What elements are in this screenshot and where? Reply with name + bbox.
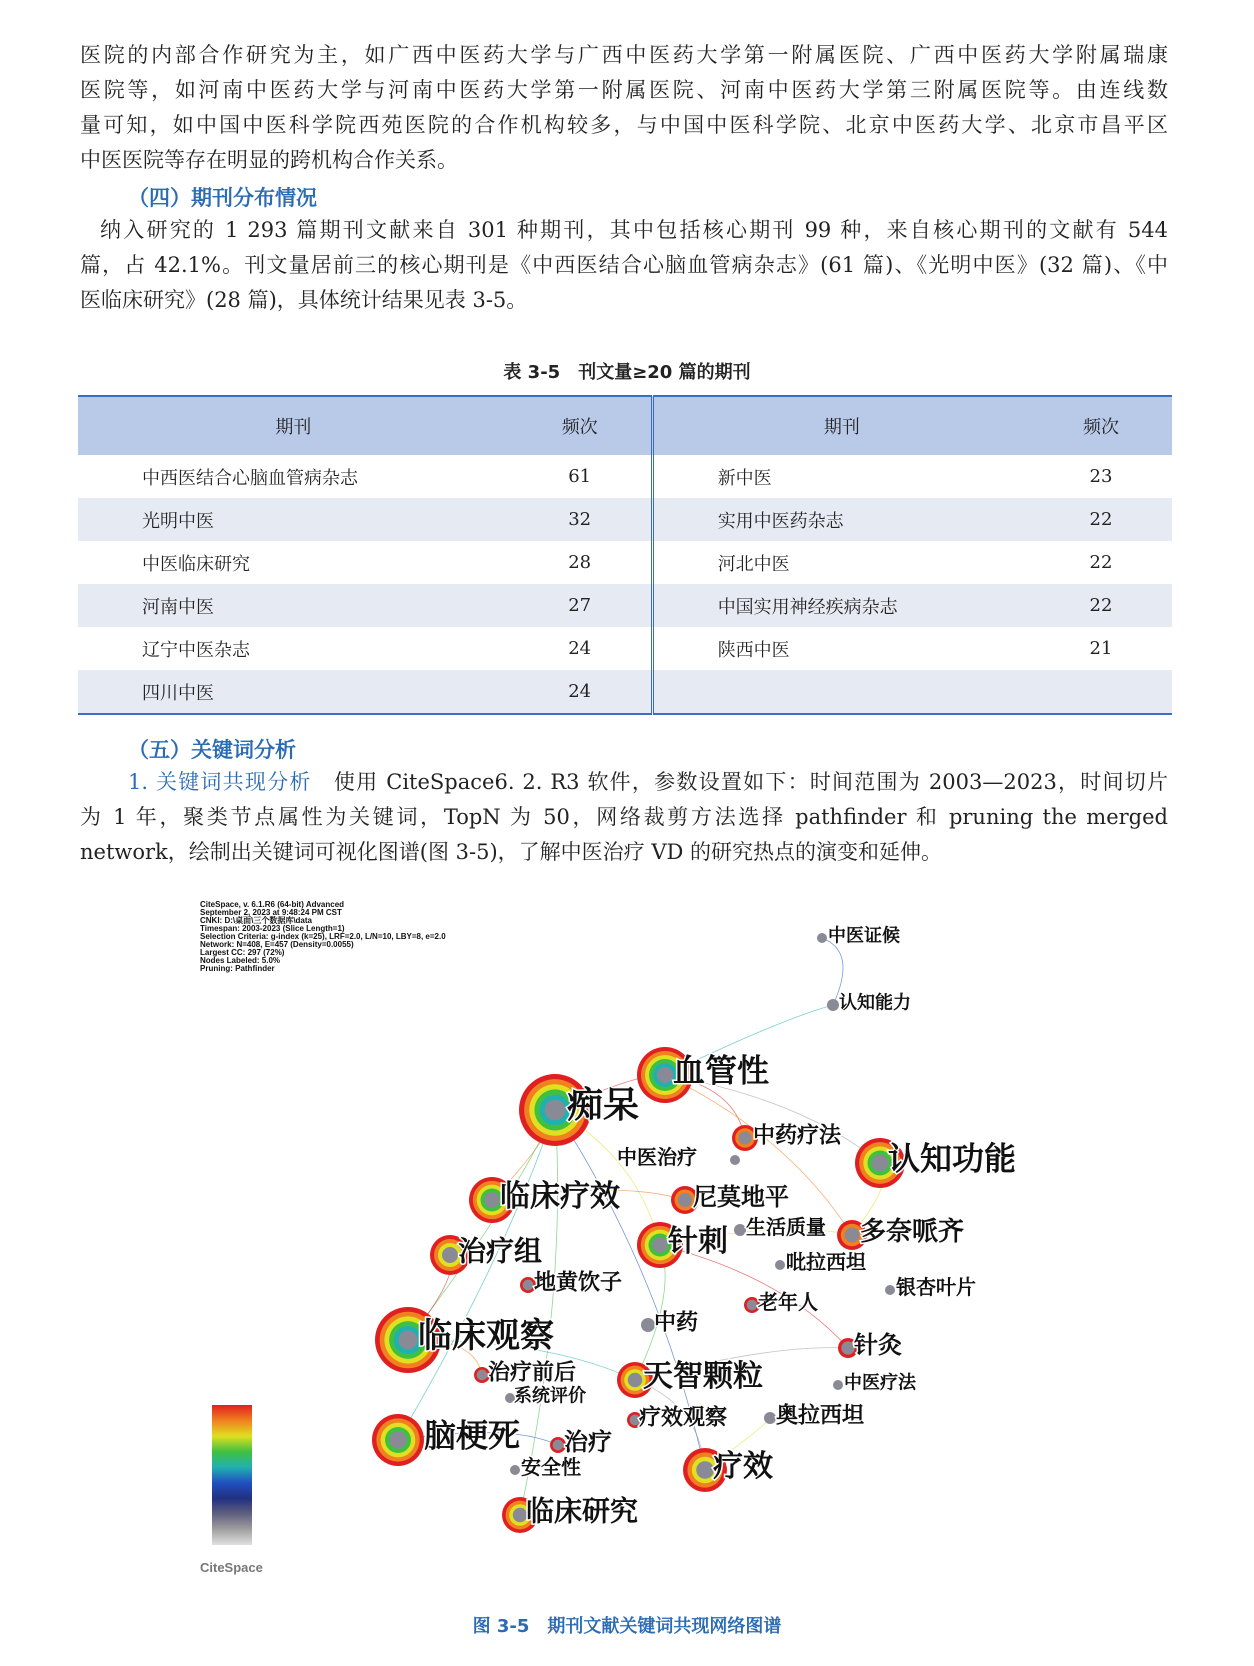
keyword-node: [550, 1427, 612, 1456]
keyword-label: 针刺: [668, 1224, 728, 1259]
node-ring: [764, 1412, 776, 1424]
col-header: 期刊: [78, 396, 509, 455]
node-ring: [484, 1192, 499, 1207]
keyword-label: 认知功能: [888, 1139, 1017, 1178]
frequency-cell: 22: [1030, 584, 1172, 627]
paragraph-line: network，绘制出关键词可视化图谱(图 3-5)，了解中医治疗 VD 的研究热点的演变和延伸。: [80, 840, 943, 864]
keyword-label: 中医证候: [828, 925, 900, 947]
info-line: Largest CC: 297 (72%): [200, 948, 285, 957]
info-line: Nodes Labeled: 5.0%: [200, 956, 281, 965]
node-ring: [628, 1373, 642, 1387]
keyword-node: [510, 1455, 581, 1479]
node-ring: [641, 1318, 655, 1332]
keyword-node: [744, 1290, 818, 1314]
keyword-node: [734, 1215, 826, 1239]
keyword-label: 中医疗法: [844, 1372, 916, 1394]
journal-cell: 实用中医药杂志: [652, 498, 1030, 541]
keyword-label: 吡拉西坦: [786, 1250, 866, 1274]
keyword-node: [683, 1448, 773, 1492]
info-line: Pruning: Pathfinder: [200, 964, 275, 973]
keyword-label: 血管性: [673, 1051, 770, 1090]
journal-cell: 新中医: [652, 455, 1030, 498]
frequency-cell: 24: [509, 670, 653, 714]
keyword-label: 天智颗粒: [643, 1359, 763, 1394]
col-header: 频次: [1030, 396, 1172, 455]
keyword-node: [732, 1122, 842, 1151]
node-ring: [730, 1155, 740, 1165]
node-ring: [545, 1100, 566, 1121]
keyword-label: 多奈哌齐: [860, 1217, 965, 1248]
keyword-label: 治疗组: [458, 1234, 543, 1268]
keyword-label: 中药: [654, 1309, 699, 1336]
keyword-node: [837, 1216, 964, 1250]
frequency-cell: 22: [1089, 552, 1113, 573]
network-link: [408, 1110, 555, 1340]
keyword-label: 银杏叶片: [896, 1275, 976, 1299]
node-ring: [845, 1228, 860, 1243]
keyword-label: 治疗前后: [488, 1359, 577, 1386]
paragraph-line: 医院的内部合作研究为主，如广西中医药大学与广西中医药大学第一附属医院、广西中医药大学附属瑞康: [80, 43, 1168, 67]
journal-cell: 光明中医: [78, 498, 509, 541]
frequency-cell: 21: [1089, 638, 1113, 659]
keyword-node: [637, 1222, 728, 1268]
node-ring: [872, 1155, 889, 1172]
node-ring: [827, 999, 839, 1011]
keyword-label: 疗效: [713, 1449, 773, 1484]
node-ring: [477, 1370, 488, 1381]
node-ring: [833, 1380, 843, 1390]
node-ring: [885, 1285, 895, 1295]
keyword-label: 中医治疗: [617, 1145, 697, 1169]
info-line: Selection Criteria: g-index (k=25), LRF=2.0, L/N=10, LBY=8, e=2.0: [200, 932, 446, 941]
node-ring: [652, 1237, 667, 1252]
node-ring: [841, 1341, 854, 1354]
keyword-label: 脑梗死: [424, 1416, 521, 1455]
journal-cell: 河北中医: [652, 541, 1030, 584]
keyword-label: 中药疗法: [753, 1122, 842, 1149]
info-line: CNKI: D:\桌面\三个数据库\data: [200, 916, 312, 925]
frequency-cell: 61: [568, 466, 592, 487]
frequency-cell: 32: [509, 498, 653, 541]
keyword-label: 奥拉西坦: [776, 1402, 865, 1429]
node-ring: [817, 933, 827, 943]
keyword-node: [855, 1138, 1016, 1188]
paragraph-line: 医临床研究》(28 篇)，具体统计结果见表 3-5。: [80, 288, 528, 312]
keyword-label: 临床研究: [526, 1494, 639, 1528]
year-color-legend: [212, 1405, 252, 1545]
keyword-node: [637, 1047, 769, 1103]
col-header: 期刊: [652, 396, 1030, 455]
keyword-node: [641, 1309, 698, 1335]
col-header: 频次: [509, 396, 653, 455]
keyword-node: [885, 1275, 976, 1299]
journal-cell: 河南中医: [78, 584, 509, 627]
node-ring: [734, 1224, 746, 1236]
keyword-label: 生活质量: [746, 1215, 826, 1239]
node-ring: [442, 1247, 458, 1263]
subheading: 1. 关键词共现分析: [128, 770, 312, 794]
info-line: Timespan: 2003-2023 (Slice Length=1): [200, 924, 345, 933]
keyword-node: [627, 1404, 727, 1430]
table-title: 表 3-5 刊文量≥20 篇的期刊: [503, 362, 751, 383]
journal-cell: 中西医结合心脑血管病杂志: [142, 467, 358, 489]
keyword-node: [838, 1330, 902, 1359]
node-ring: [389, 1431, 406, 1448]
keyword-label: 系统评价: [514, 1385, 586, 1407]
keyword-label: 治疗: [564, 1426, 612, 1456]
frequency-cell: 27: [509, 584, 653, 627]
journal-cell: 中国实用神经疾病杂志: [652, 584, 1030, 627]
node-ring: [510, 1465, 520, 1475]
frequency-cell: 23: [1089, 466, 1113, 487]
keyword-label: 老年人: [758, 1290, 818, 1314]
keyword-node: [469, 1177, 620, 1223]
keyword-node: [617, 1359, 763, 1398]
node-ring: [678, 1193, 692, 1207]
section-heading: （四）期刊分布情况: [128, 186, 317, 210]
keyword-node: [671, 1182, 789, 1214]
node-ring: [739, 1132, 752, 1145]
figure-caption: 图 3-5 期刊文献关键词共现网络图谱: [472, 1616, 782, 1637]
keyword-node: [617, 1145, 740, 1169]
paragraph-text: 使用 CiteSpace6. 2. R3 软件，参数设置如下：时间范围为 2003—2023，时间切片: [333, 770, 1169, 794]
paragraph-line: 篇，占 42.1%。刊文量居前三的核心期刊是《中西医结合心脑血管病杂志》(61 篇)、《光明中医》(32 篇)、《中: [80, 253, 1168, 277]
keyword-node: [817, 925, 900, 947]
section-heading: （五）关键词分析: [128, 738, 296, 762]
keyword-node: [764, 1402, 864, 1428]
keyword-node: [827, 992, 911, 1014]
keyword-label: 地黄饮子: [534, 1269, 623, 1296]
keyword-node: [519, 1074, 639, 1146]
citespace-logo: CiteSpace: [200, 1560, 263, 1575]
paragraph-line: 为 1 年，聚类节点属性为关键词，TopN 为 50，网络裁剪方法选择 pathfinder 和 pruning the merged: [80, 805, 1168, 829]
keyword-label: 安全性: [521, 1455, 581, 1479]
keyword-label: 痴呆: [567, 1084, 640, 1127]
keyword-label: 尼莫地平: [693, 1181, 789, 1211]
keyword-label: 疗效观察: [639, 1404, 728, 1431]
keyword-node: [833, 1372, 917, 1394]
paragraph-line: 量可知，如中国中医科学院西苑医院的合作机构较多，与中国中医科学院、北京中医药大学、北京市昌平区: [80, 113, 1168, 137]
paragraph-line: 中医医院等存在明显的跨机构合作关系。: [80, 148, 458, 172]
keyword-node: [430, 1235, 542, 1275]
frequency-cell: 22: [1030, 498, 1172, 541]
keyword-label: 认知能力: [839, 992, 911, 1014]
paragraph-line: 纳入研究的 1 293 篇期刊文献来自 301 种期刊，其中包括核心期刊 99 种，来自核心期刊的文献有 544: [100, 218, 1168, 242]
paragraph-line: 医院等，如河南中医药大学与河南中医药大学第一附属医院、河南中医药大学第三附属医院等。由连线数: [80, 78, 1168, 102]
keyword-label: 针灸: [854, 1329, 902, 1359]
node-ring: [657, 1067, 673, 1083]
keyword-label: 临床疗效: [500, 1179, 620, 1214]
keyword-node: [474, 1359, 576, 1385]
journal-cell: 中医临床研究: [142, 553, 250, 575]
keyword-node: [775, 1250, 866, 1274]
info-line: September 2, 2023 at 9:48:24 PM CST: [200, 908, 342, 917]
node-ring: [523, 1280, 534, 1291]
keyword-label: 临床观察: [418, 1315, 554, 1356]
frequency-cell: 28: [568, 552, 592, 573]
journal-cell: 四川中医: [78, 670, 509, 714]
node-ring: [553, 1440, 564, 1451]
info-line: CiteSpace, v. 6.1.R6 (64-bit) Advanced: [200, 900, 345, 909]
keyword-node: [372, 1414, 520, 1466]
node-ring: [775, 1260, 785, 1270]
frequency-cell: 24: [568, 638, 592, 659]
node-ring: [399, 1331, 418, 1350]
journal-cell: 辽宁中医杂志: [142, 639, 250, 661]
keyword-node: [502, 1495, 638, 1533]
keyword-node: [520, 1269, 622, 1295]
node-ring: [747, 1300, 758, 1311]
info-line: Network: N=408, E=457 (Density=0.0055): [200, 940, 354, 949]
keyword-node: [505, 1385, 586, 1407]
journal-cell: 陕西中医: [652, 627, 1030, 670]
node-ring: [696, 1461, 714, 1479]
